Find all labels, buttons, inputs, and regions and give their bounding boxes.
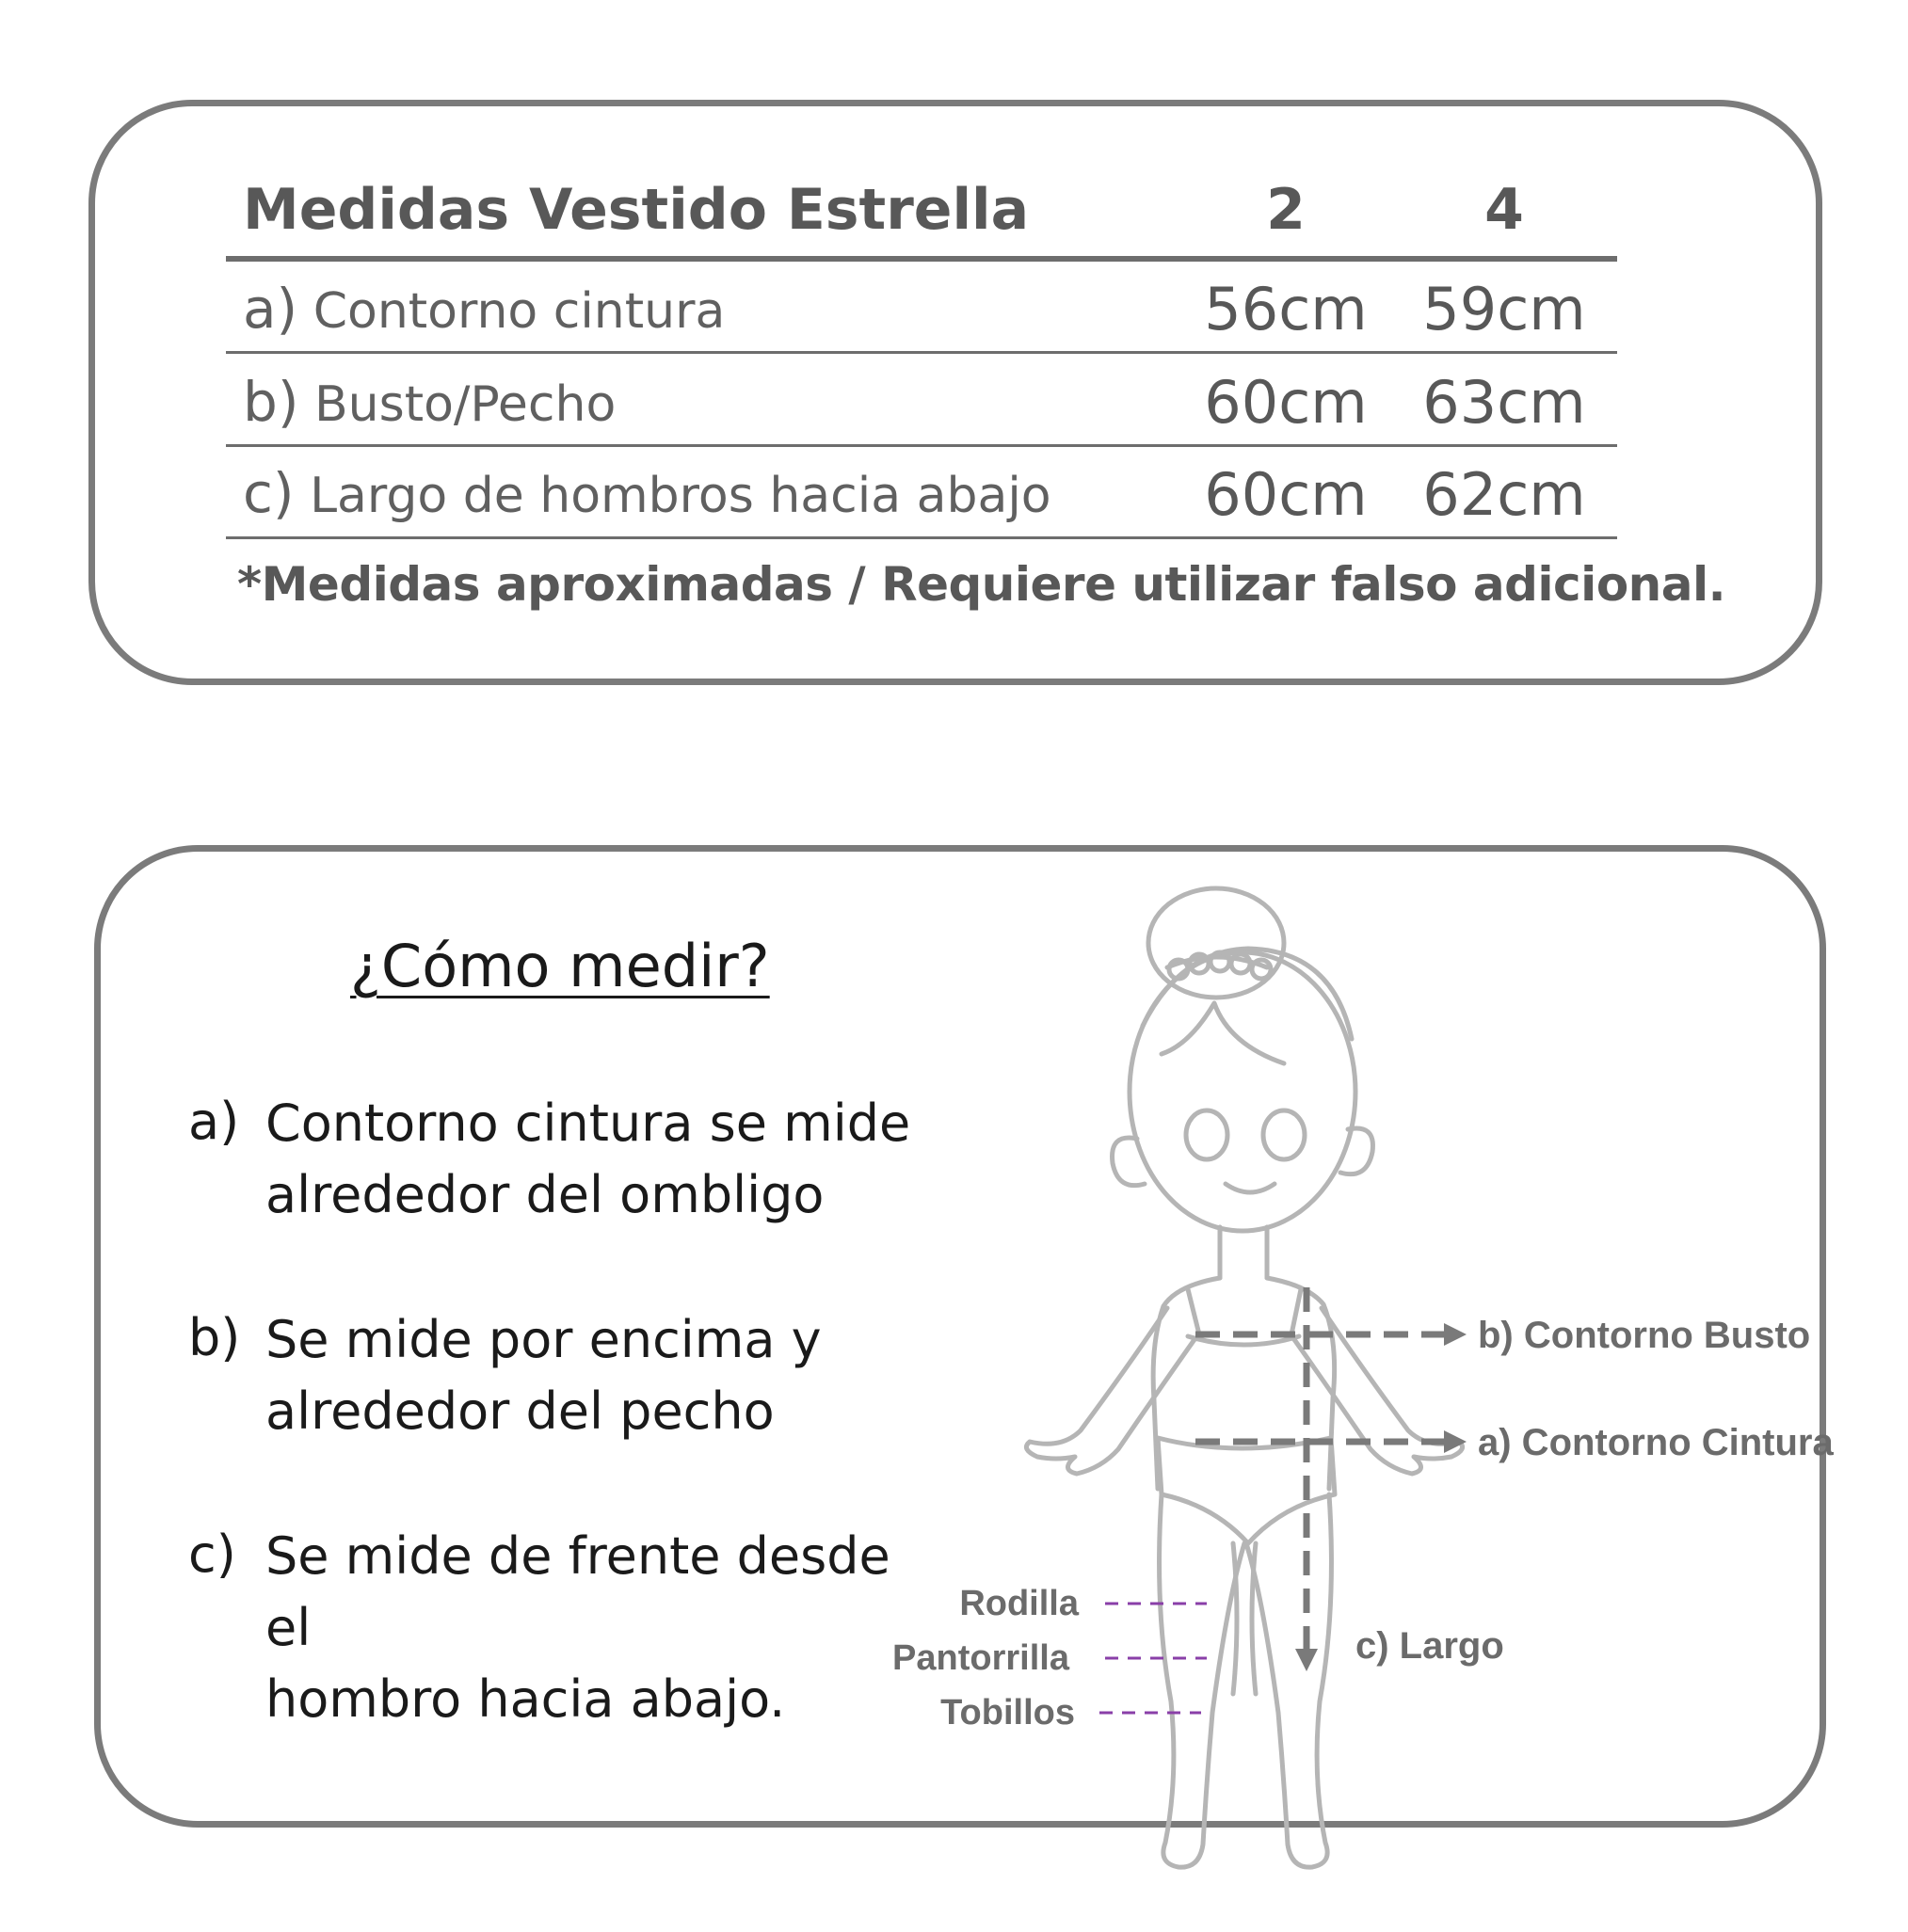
table-note: *Medidas aproximadas / Requiere utilizar falso adicional. bbox=[237, 557, 1726, 612]
step-b-line1: Se mide por encima y bbox=[265, 1310, 822, 1369]
step-c-line2: hombro hacia abajo. bbox=[265, 1669, 786, 1729]
row-letter: c) bbox=[243, 461, 295, 525]
size-header-4: 4 bbox=[1484, 177, 1524, 243]
leg-marks bbox=[1099, 1604, 1207, 1713]
length-arrow-icon bbox=[1295, 1649, 1318, 1671]
how-to-title: ¿Cómo medir? bbox=[350, 932, 770, 1000]
row-text: Contorno cintura bbox=[313, 283, 726, 340]
length-size-2: 60cm bbox=[1204, 460, 1368, 529]
calf-label: Pantorrilla bbox=[892, 1638, 1069, 1678]
row-text: Busto/Pecho bbox=[313, 376, 617, 433]
knee-label: Rodilla bbox=[959, 1584, 1079, 1623]
step-c-line1: Se mide de frente desde el bbox=[265, 1526, 890, 1657]
ankle-label: Tobillos bbox=[940, 1693, 1075, 1732]
waist-size-4: 59cm bbox=[1422, 275, 1586, 343]
step-c-letter: c) bbox=[188, 1525, 236, 1584]
step-b-letter: b) bbox=[188, 1308, 241, 1367]
waist-label: a) Contorno Cintura bbox=[1478, 1422, 1834, 1463]
step-a-line2: alrededor del ombligo bbox=[265, 1165, 825, 1224]
row-letter: b) bbox=[243, 370, 299, 434]
step-a-line1: Contorno cintura se mide bbox=[265, 1094, 911, 1153]
girl-outline bbox=[1026, 888, 1462, 1867]
waist-size-2: 56cm bbox=[1204, 275, 1368, 343]
bust-size-2: 60cm bbox=[1204, 368, 1368, 437]
table-title: Medidas Vestido Estrella bbox=[243, 177, 1030, 243]
bust-arrow-icon bbox=[1444, 1323, 1467, 1346]
row-letter: a) bbox=[243, 277, 298, 341]
step-b-line2: alrededor del pecho bbox=[265, 1381, 775, 1441]
bust-size-4: 63cm bbox=[1422, 368, 1586, 437]
length-size-4: 62cm bbox=[1422, 460, 1586, 529]
step-a-letter: a) bbox=[188, 1092, 240, 1151]
bust-label: b) Contorno Busto bbox=[1478, 1315, 1811, 1356]
size-header-2: 2 bbox=[1266, 177, 1306, 243]
length-label: c) Largo bbox=[1355, 1625, 1504, 1667]
row-text: Largo de hombros hacia abajo bbox=[310, 468, 1051, 524]
